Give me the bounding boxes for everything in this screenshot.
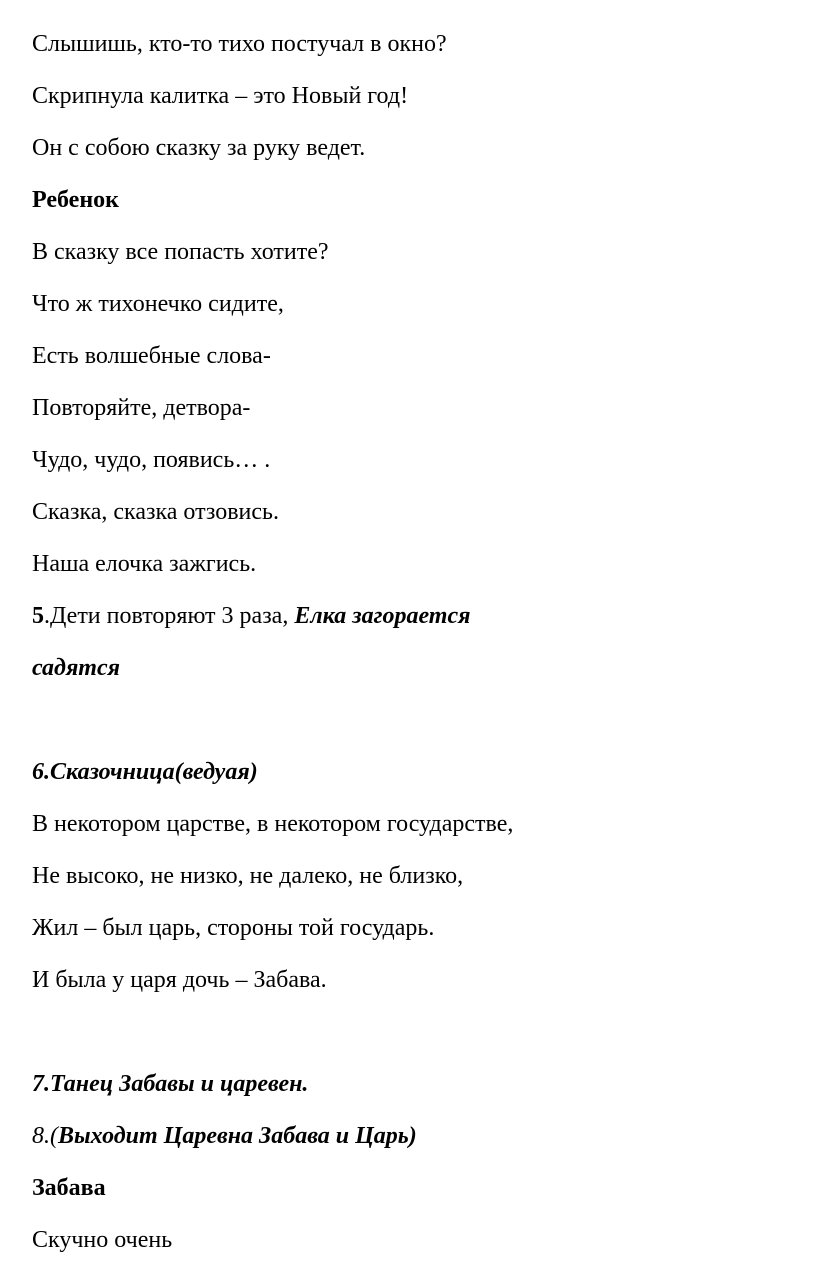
verse-line: Скрипнула калитка – это Новый год! [32, 83, 409, 109]
blank-line [32, 1006, 792, 1058]
verse-line: Слышишь, кто-то тихо постучал в окно? [32, 31, 447, 57]
step-8-line [32, 1110, 792, 1162]
verse-line: Жил – был царь, стороны той государь. [32, 915, 435, 941]
verse-line: Он с собою сказку за руку ведет. [32, 135, 366, 161]
verse-line: Наша елочка зажгись. [32, 551, 257, 577]
verse-line: Скучно очень [32, 1227, 173, 1253]
verse-line: В сказку все попасть хотите? [32, 239, 329, 265]
step-7-heading: 7.Танец Забавы и царевен. [32, 1071, 309, 1097]
step-5-line [32, 590, 792, 642]
verse-line: Чудо, чудо, появись… . [32, 447, 271, 473]
step-8-emphasis: Выходит Царевна Забава и Царь) [58, 1123, 417, 1149]
step-6-heading: 6.Сказочница(ведуая) [32, 759, 258, 785]
blank-line [32, 694, 792, 746]
step-5-text: .Дети повторяют 3 раза, [44, 603, 295, 629]
step-5-continuation: садятся [32, 655, 120, 681]
step-5-number: 5 [32, 603, 44, 629]
verse-line: И была у царя дочь – Забава. [32, 967, 327, 993]
verse-line: Есть волшебные слова- [32, 343, 271, 369]
step-8-prefix: 8.( [32, 1123, 58, 1149]
verse-line: Сказка, сказка отзовись. [32, 499, 279, 525]
verse-line: Что ж тихонечко сидите, [32, 291, 284, 317]
speaker-zabava: Забава [32, 1175, 106, 1201]
verse-line: Повторяйте, детвора- [32, 395, 251, 421]
verse-line: Не высоко, не низко, не далеко, не близко, [32, 863, 464, 889]
speaker-child: Ребенок [32, 187, 119, 213]
verse-line: В некотором царстве, в некотором государстве, [32, 811, 514, 837]
document-page [32, 18, 792, 1266]
step-5-emphasis: Елка загорается [294, 603, 471, 629]
